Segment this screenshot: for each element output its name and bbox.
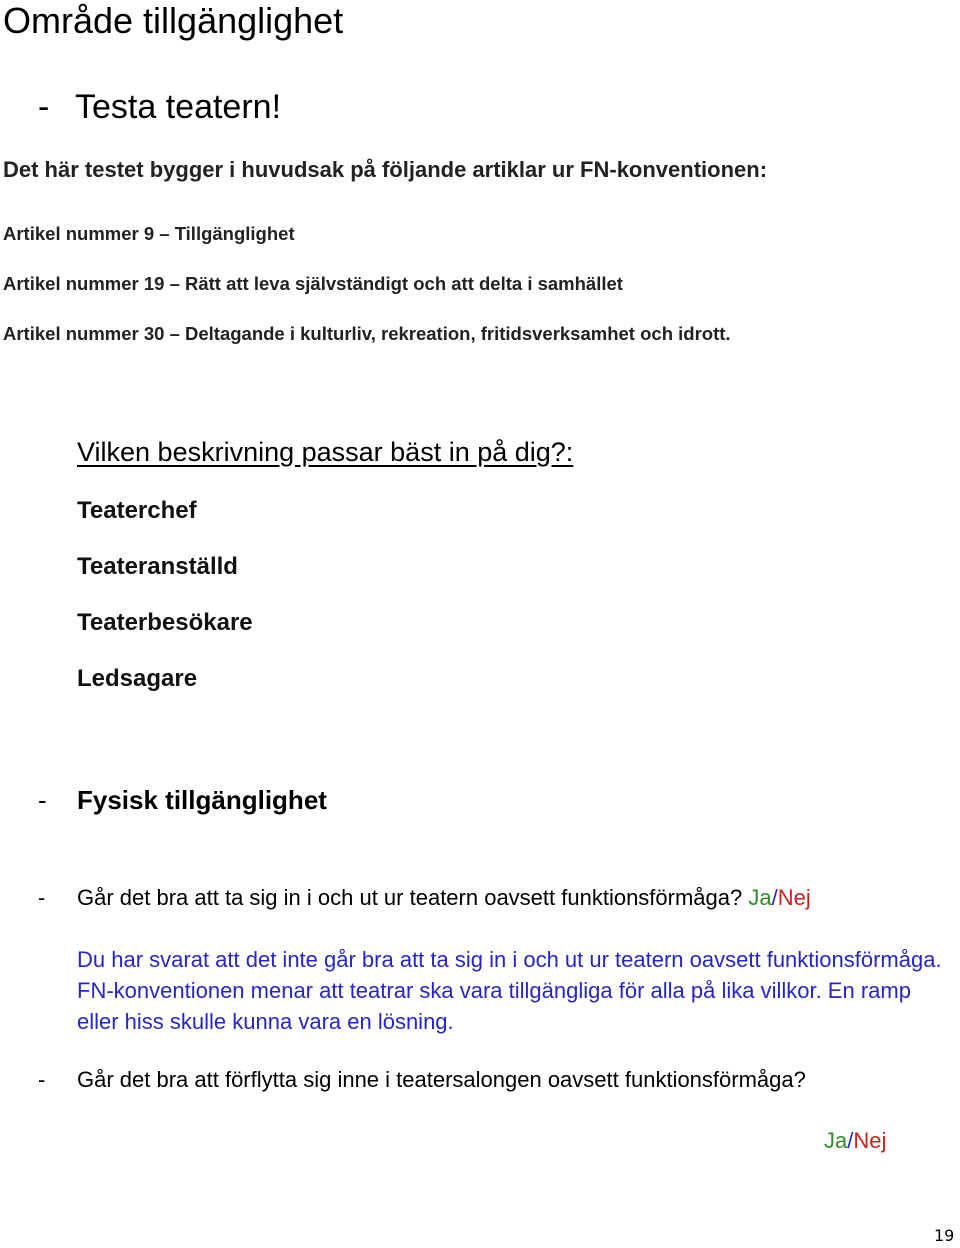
question-1	[38, 883, 811, 913]
role-option-teaterchef[interactable]: Teaterchef	[77, 497, 197, 524]
question-text: Går det bra att förflytta sig inne i teatersalongen oavsett funktionsförmåga?	[77, 1067, 806, 1092]
section-dash: -	[38, 785, 47, 815]
page-number: 19	[934, 1226, 955, 1245]
role-question: Vilken beskrivning passar bäst in på dig?:	[77, 437, 574, 467]
question-dash: -	[38, 885, 46, 910]
page-title: Område tillgänglighet	[3, 0, 344, 41]
article-item: Artikel nummer 30 – Deltagande i kulturliv, rekreation, fritidsverksamhet och idrott.	[3, 323, 731, 344]
answer-separator: /	[771, 885, 778, 910]
question-dash: -	[38, 1067, 46, 1092]
subtitle-text: Testa teatern!	[75, 88, 282, 126]
feedback-text: Du har svarat att det inte går bra att ta sig in i och ut ur teatern oavsett funktionsförmåga. FN-konventionen menar att teatrar ska vara tillgängliga för alla på lika villkor. En ramp eller hiss skulle kunna vara en lösning.	[77, 947, 942, 1034]
subtitle	[38, 86, 281, 128]
answer-yes-link[interactable]: Ja	[824, 1128, 848, 1153]
answer-separator: /	[847, 1128, 854, 1153]
answer-no-link[interactable]: Nej	[777, 885, 811, 910]
question-text: Går det bra att ta sig in i och ut ur teatern oavsett funktionsförmåga?	[77, 885, 749, 910]
intro-text: Det här testet bygger i huvudsak på följande artiklar ur FN-konventionen:	[3, 157, 768, 182]
role-option-teateranstalld[interactable]: Teateranställd	[77, 553, 238, 580]
role-option-ledsagare[interactable]: Ledsagare	[77, 665, 198, 692]
question-2	[38, 1065, 806, 1095]
subtitle-dash: -	[38, 88, 50, 126]
article-item: Artikel nummer 19 – Rätt att leva självständigt och att delta i samhället	[3, 273, 623, 294]
answer-no-link[interactable]: Nej	[853, 1128, 887, 1153]
role-option-teaterbesokare[interactable]: Teaterbesökare	[77, 609, 253, 636]
question-2-answers	[824, 1126, 886, 1156]
answer-yes-link[interactable]: Ja	[748, 885, 772, 910]
article-item: Artikel nummer 9 – Tillgänglighet	[3, 223, 295, 244]
section-heading	[38, 784, 327, 816]
section-title: Fysisk tillgänglighet	[77, 785, 327, 815]
